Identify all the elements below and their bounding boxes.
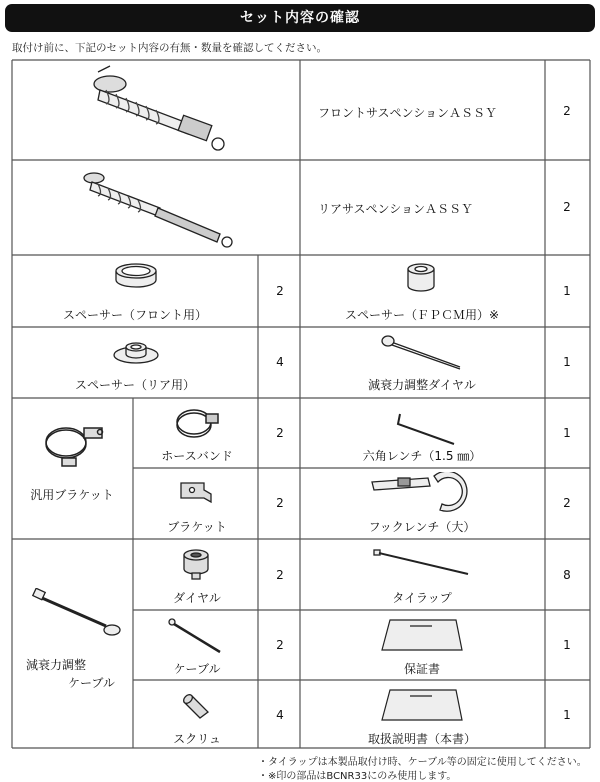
- dial-illustration: [180, 547, 212, 581]
- screw-illustration: [180, 694, 212, 722]
- damping-dial-illustration: [378, 333, 464, 373]
- bracket-illustration: [178, 480, 214, 506]
- damping-cable-label-line2: ケーブル: [68, 676, 115, 690]
- bracket-label: ブラケット: [167, 520, 227, 534]
- hose-band-label: ホースバンド: [161, 449, 233, 463]
- hose-band-qty: 2: [276, 426, 284, 440]
- tie-wrap-illustration: [372, 548, 472, 578]
- tie-wrap-qty: 8: [563, 568, 571, 582]
- warranty-label: 保証書: [403, 662, 441, 676]
- front-suspension-label: フロントサスペンションＡＳＳＹ: [318, 106, 497, 120]
- cable-qty: 2: [276, 638, 284, 652]
- rear-suspension-illustration: [70, 164, 235, 252]
- cable-label: ケーブル: [173, 662, 221, 676]
- footnote-bcnr33: ・※印の部品はBCNR33にのみ使用します。: [258, 771, 457, 782]
- screw-label: スクリュ: [173, 732, 221, 746]
- dial-label: ダイヤル: [173, 591, 221, 605]
- page-title: セット内容の確認: [5, 4, 595, 32]
- warranty-illustration: [380, 618, 464, 652]
- spacer-rear-label: スペーサー（リア用）: [74, 378, 196, 392]
- intro-text: 取付け前に、下記のセット内容の有無・数量を確認してください。: [12, 42, 327, 54]
- spacer-front-qty: 2: [276, 284, 284, 298]
- damping-cable-illustration: [32, 588, 124, 638]
- hex-wrench-label: 六角レンチ（1.5 ㎜）: [362, 449, 482, 463]
- front-suspension-illustration: [70, 64, 230, 156]
- hook-wrench-qty: 2: [563, 496, 571, 510]
- manual-illustration: [380, 688, 464, 722]
- damping-dial-qty: 1: [563, 355, 571, 369]
- damping-dial-label: 減衰力調整ダイヤル: [368, 378, 476, 392]
- manual-qty: 1: [563, 708, 571, 722]
- warranty-qty: 1: [563, 638, 571, 652]
- general-bracket-illustration: [40, 420, 110, 472]
- bracket-qty: 2: [276, 496, 284, 510]
- rear-suspension-label: リアサスペンションＡＳＳＹ: [318, 202, 473, 216]
- hex-wrench-qty: 1: [563, 426, 571, 440]
- spacer-fpcm-qty: 1: [563, 284, 571, 298]
- dial-qty: 2: [276, 568, 284, 582]
- spacer-fpcm-illustration: [404, 262, 438, 294]
- hook-wrench-illustration: [368, 472, 470, 516]
- spacer-rear-qty: 4: [276, 355, 284, 369]
- spacer-rear-illustration: [111, 338, 161, 366]
- screw-qty: 4: [276, 708, 284, 722]
- hook-wrench-label: フックレンチ（大）: [368, 520, 476, 534]
- tie-wrap-label: タイラップ: [392, 591, 452, 605]
- manual-label: 取扱説明書（本書）: [367, 732, 477, 746]
- damping-cable-label-line1: 減衰力調整: [26, 658, 87, 672]
- hex-wrench-illustration: [394, 410, 458, 450]
- rear-suspension-qty: 2: [563, 200, 571, 214]
- spacer-fpcm-label: スペーサー（ＦＰＣＭ用）※: [344, 308, 500, 322]
- spacer-front-illustration: [113, 262, 159, 290]
- spacer-front-label: スペーサー（フロント用）: [62, 308, 208, 322]
- general-bracket-label: 汎用ブラケット: [30, 488, 114, 502]
- footnote-tie-wrap: ・タイラップは本製品取付け時、ケーブル等の固定に使用してください。: [258, 757, 587, 768]
- cable-illustration: [166, 616, 226, 656]
- hose-band-illustration: [172, 404, 222, 442]
- front-suspension-qty: 2: [563, 104, 571, 118]
